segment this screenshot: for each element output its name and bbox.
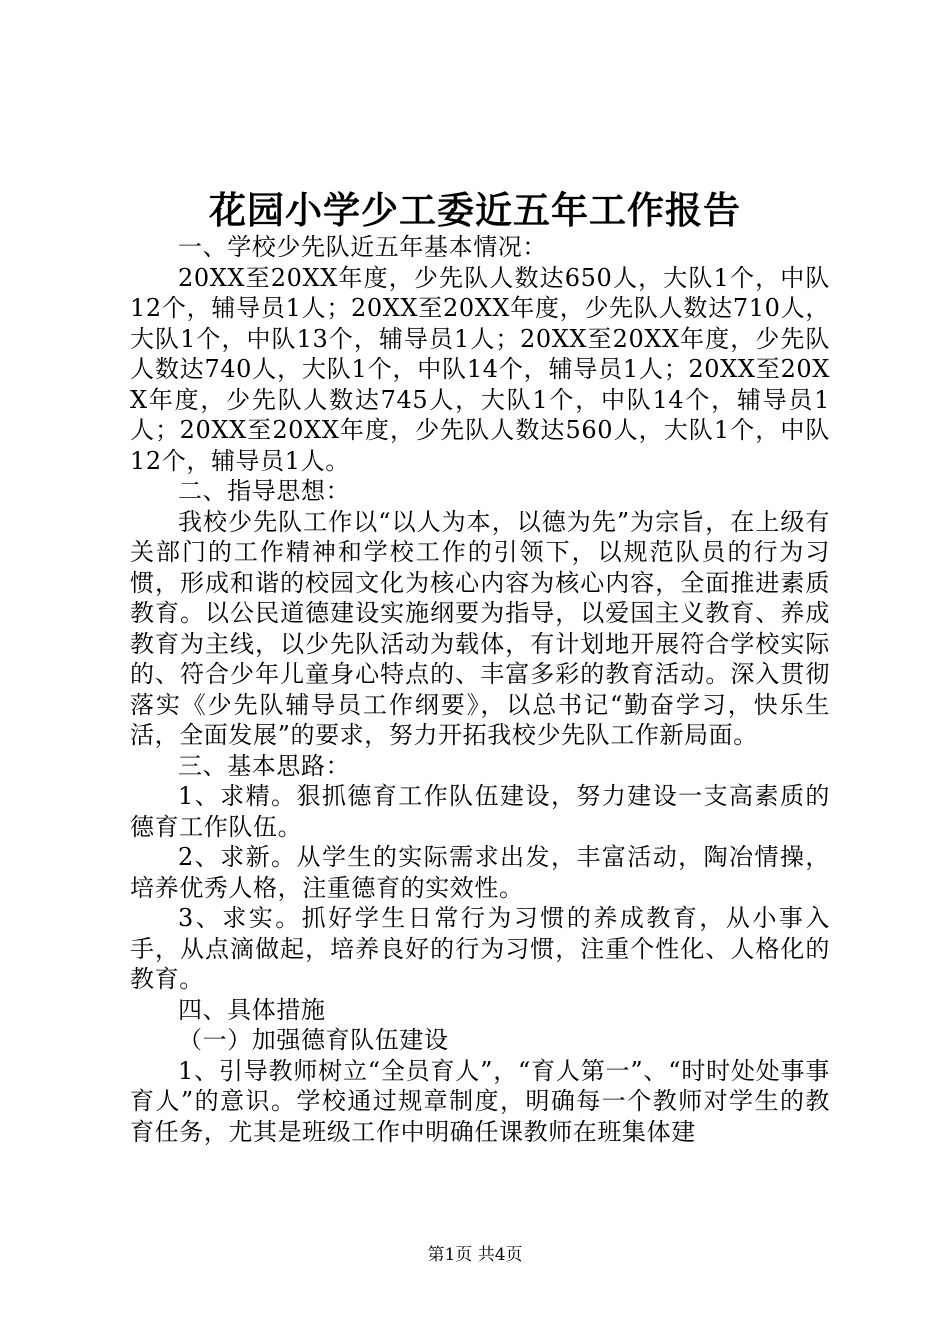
- subsection-heading-team-building: （一）加强德育队伍建设: [178, 1026, 449, 1054]
- paragraph-statistics: 20XX至20XX年度，少先队人数达650人，大队1个，中队12个，辅导员1人；20XX至20XX年度，少先队人数达710人，大队1个，中队13个，辅导员1人；20XX至20XX年度，少先队人数达740人，大队1个，中队14个，辅导员1人；20XX至20XX年度，少先队人数达745人，大队1个，中队14个，辅导员1人；20XX至20XX年度，少先队人数达560人，大队1个，中队12个，辅导员1人。: [130, 263, 830, 475]
- document-title: 花园小学少工委近五年工作报告: [209, 188, 741, 232]
- paragraph-approach-1: 1、求精。狠抓德育工作队伍建设，努力建设一支高素质的德育工作队伍。: [130, 782, 830, 841]
- paragraph-measure-1: 1、引导教师树立“全员育人”，“育人第一”、“时时处处事事育人”的意识。学校通过规章制度，明确每一个教师对学生的教育任务，尤其是班级工作中明确任课教师在班集体建: [130, 1056, 830, 1146]
- document-body: [130, 232, 830, 1147]
- section-heading-measures: 四、具体措施: [178, 995, 326, 1024]
- paragraph-guiding-ideology: 我校少先队工作以“以人为本，以德为先”为宗旨，在上级有关部门的工作精神和学校工作的引领下，以规范队员的行为习惯，形成和谐的校园文化为核心内容为核心内容，全面推进素质教育。以公民道德建设实施纲要为指导，以爱国主义教育、养成教育为主线，以少先队活动为载体，有计划地开展符合学校实际的、符合少年儿童身心特点的、丰富多彩的教育活动。深入贯彻落实《少先队辅导员工作纲要》，以总书记“勤奋学习，快乐生活，全面发展”的要求，努力开拓我校少先队工作新局面。: [130, 507, 830, 749]
- section-heading-basic-approach: 三、基本思路：: [178, 751, 351, 780]
- section-heading-guiding-ideology: 二、指导思想：: [178, 477, 351, 505]
- paragraph-approach-2: 2、求新。从学生的实际需求出发，丰富活动，陶冶情操，培养优秀人格，注重德育的实效性。: [130, 843, 830, 902]
- page-footer: 第1页 共4页: [427, 1245, 523, 1265]
- paragraph-approach-3: 3、求实。抓好学生日常行为习惯的养成教育，从小事入手，从点滴做起，培养良好的行为习惯，注重个性化、人格化的教育。: [130, 904, 830, 993]
- section-heading-basic-situation: 一、学校少先队近五年基本情况：: [178, 233, 547, 261]
